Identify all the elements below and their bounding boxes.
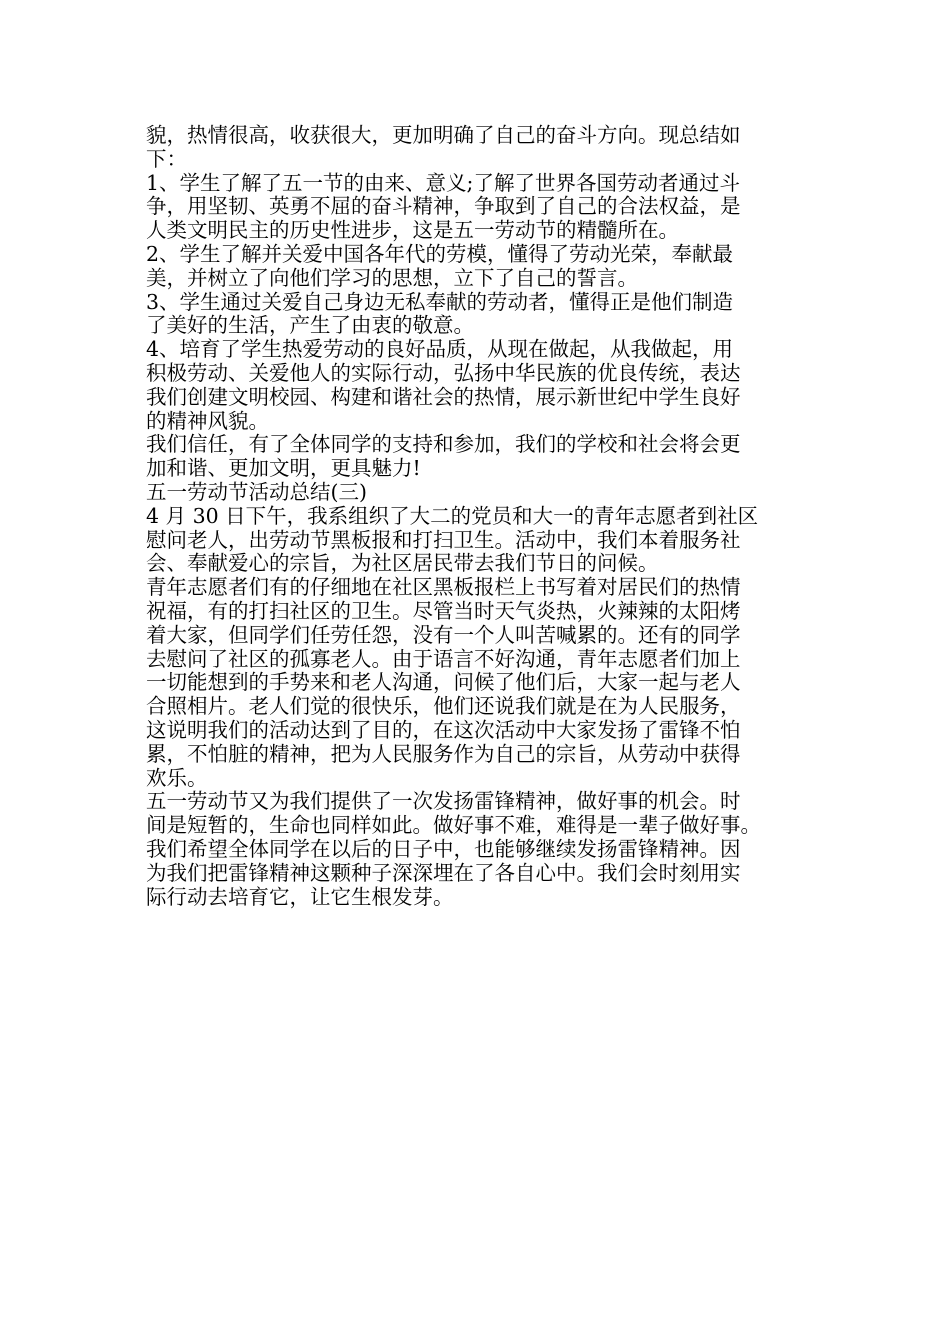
list-item-3-line: 了美好的生活，产生了由衷的敬意。: [146, 313, 474, 338]
paragraph-line: 累，不怕脏的精神，把为人民服务作为自己的宗旨，从劳动中获得: [146, 741, 741, 766]
section-heading: 五一劳动节活动总结(三): [146, 479, 367, 504]
list-item-3-line: 3、学生通过关爱自己身边无私奉献的劳动者，懂得正是他们制造: [146, 289, 734, 314]
list-item-2-line: 2、学生了解并关爱中国各年代的劳模，懂得了劳动光荣，奉献最: [146, 241, 734, 266]
paragraph-line: 际行动去培育它，让它生根发芽。: [146, 884, 454, 909]
paragraph-line: 合照相片。老人们觉的很快乐，他们还说我们就是在为人民服务，: [146, 694, 741, 719]
paragraph-line: 间是短暂的，生命也同样如此。做好事不难，难得是一辈子做好事。: [146, 813, 761, 838]
paragraph-line: 祝福，有的打扫社区的卫生。尽管当时天气炎热，火辣辣的太阳烤: [146, 598, 741, 623]
paragraph-line: 为我们把雷锋精神这颗种子深深埋在了各自心中。我们会时刻用实: [146, 860, 741, 885]
paragraph-line: 慰问老人，出劳动节黑板报和打扫卫生。活动中，我们本着服务社: [146, 527, 741, 552]
paragraph-line: 加和谐、更加文明，更具魅力!: [146, 456, 421, 481]
paragraph-line: 这说明我们的活动达到了目的，在这次活动中大家发扬了雷锋不怕: [146, 717, 741, 742]
paragraph-line: 欢乐。: [146, 765, 208, 790]
paragraph-line: 青年志愿者们有的仔细地在社区黑板报栏上书写着对居民们的热情: [146, 575, 741, 600]
paragraph-line: 会、奉献爱心的宗旨，为社区居民带去我们节日的问候。: [146, 551, 659, 576]
text-line: 下：: [146, 146, 187, 171]
document-body: [146, 124, 812, 909]
paragraph-line: 去慰问了社区的孤寡老人。由于语言不好沟通，青年志愿者们加上: [146, 646, 741, 671]
list-item-4-line: 我们创建文明校园、构建和谐社会的热情，展示新世纪中学生良好: [146, 384, 741, 409]
paragraph-line: 五一劳动节又为我们提供了一次发扬雷锋精神，做好事的机会。时: [146, 789, 741, 814]
list-item-4-line: 4、培育了学生热爱劳动的良好品质，从现在做起，从我做起，用: [146, 337, 734, 362]
paragraph-line: 我们信任，有了全体同学的支持和参加，我们的学校和社会将会更: [146, 432, 741, 457]
list-item-4-line: 积极劳动、关爱他人的实际行动，弘扬中华民族的优良传统，表达: [146, 360, 741, 385]
paragraph-line: 一切能想到的手势来和老人沟通，问候了他们后，大家一起与老人: [146, 670, 741, 695]
text-line: 貌，热情很高，收获很大，更加明确了自己的奋斗方向。现总结如: [146, 123, 741, 147]
paragraph-line: 着大家，但同学们任劳任怨，没有一个人叫苦喊累的。还有的同学: [146, 622, 741, 647]
list-item-1-line: 争，用坚韧、英勇不屈的奋斗精神，争取到了自己的合法权益，是: [146, 194, 741, 219]
paragraph-line: 我们希望全体同学在以后的日子中，也能够继续发扬雷锋精神。因: [146, 836, 741, 861]
list-item-1-line: 人类文明民主的历史性进步，这是五一劳动节的精髓所在。: [146, 218, 679, 243]
paragraph-line: 4 月 30 日下午，我系组织了大二的党员和大一的青年志愿者到社区: [146, 503, 759, 528]
list-item-4-line: 的精神风貌。: [146, 408, 269, 433]
list-item-1-line: 1、学生了解了五一节的由来、意义;了解了世界各国劳动者通过斗: [146, 170, 740, 195]
list-item-2-line: 美，并树立了向他们学习的思想，立下了自己的誓言。: [146, 265, 638, 290]
